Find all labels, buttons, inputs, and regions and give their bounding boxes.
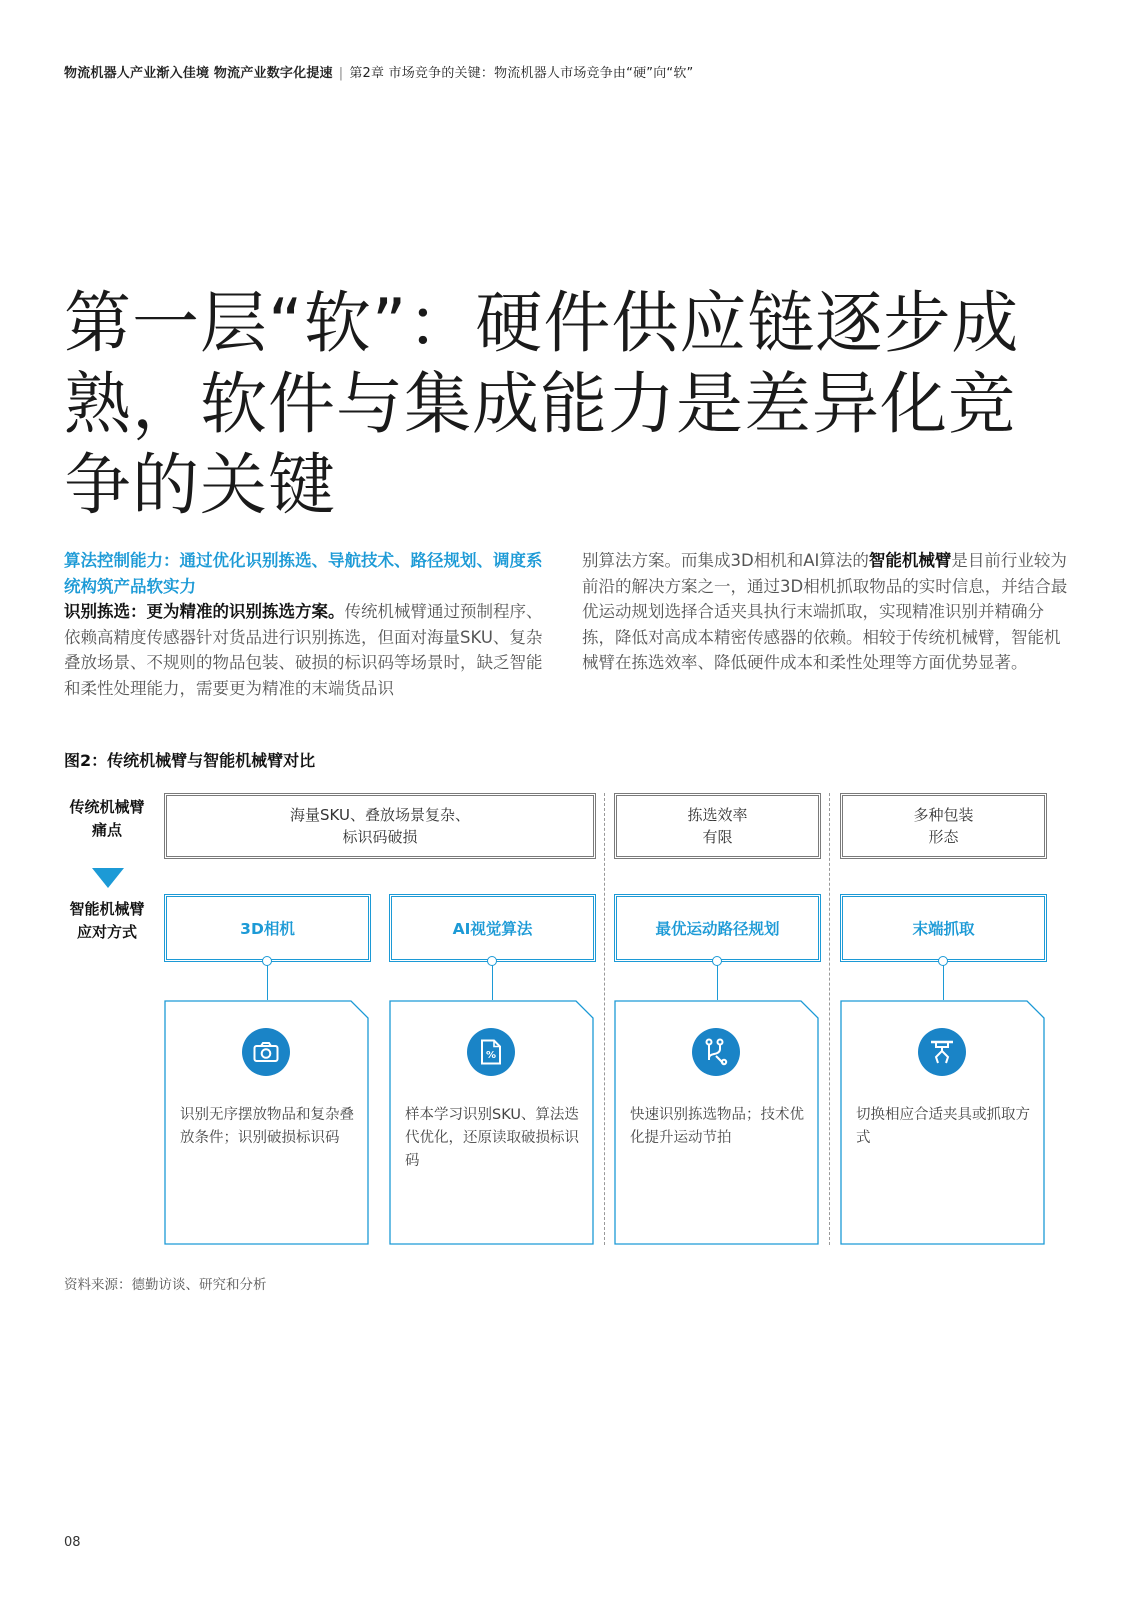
- figure-title: 图2：传统机械臂与智能机械臂对比: [64, 751, 316, 770]
- path-branch-icon: [692, 1028, 740, 1076]
- solution-description: 切换相应合适夹具或抓取方式: [856, 1107, 1030, 1146]
- solution-box: 末端抓取: [840, 894, 1047, 962]
- pain-point-text: 拣选效率 有限: [687, 806, 748, 846]
- camera-icon: [242, 1028, 290, 1076]
- body-column-right: [582, 548, 1072, 676]
- body-text-right-2: 是目前行业较为前沿的解决方案之一，通过3D相机抓取物品的实时信息，并结合最优运动规划选择合适夹具执行末端抓取，实现精准识别并精确分拣，降低对高成本精密传感器的依赖。相较于传统机械臂，智能机械臂在拣选效率、降低硬件成本和柔性处理等方面优势显著。: [582, 551, 1068, 672]
- svg-text:%: %: [485, 1050, 497, 1061]
- solution-description: 快速识别拣选物品；技术优化提升运动节拍: [630, 1107, 804, 1146]
- sub-heading: 识别拣选：更为精准的识别拣选方案。: [64, 602, 345, 621]
- page-title: 第一层“软”：硬件供应链逐步成熟，软件与集成能力是差异化竞争的关键: [64, 283, 1020, 524]
- body-column-left: [64, 548, 554, 701]
- solution-box: 3D相机: [164, 894, 371, 962]
- pain-point-box: [164, 793, 596, 859]
- arrow-down-icon: [92, 868, 124, 888]
- connector-dot: [712, 956, 722, 966]
- body-strong: 智能机械臂: [868, 551, 952, 570]
- figure-source: 资料来源：德勤访谈、研究和分析: [64, 1277, 267, 1293]
- solution-description: 识别无序摆放物品和复杂叠放条件；识别破损标识码: [180, 1107, 354, 1146]
- solution-box: AI视觉算法: [389, 894, 596, 962]
- running-header: [64, 62, 693, 81]
- chapter-title: 第2章 市场竞争的关键：物流机器人市场竞争由“硬”向“软”: [349, 66, 694, 81]
- column-divider: [604, 793, 605, 1245]
- body-text-left: 传统机械臂通过预制程序、依赖高精度传感器针对货品进行识别拣选，但面对海量SKU、复杂叠放场景、不规则的物品包装、破损的标识码等场景时，缺乏智能和柔性处理能力，需要更为精准的末端货品识: [64, 602, 543, 698]
- document-algorithm-icon: [467, 1028, 515, 1076]
- solution-card: [389, 1000, 594, 1245]
- header-separator: |: [338, 66, 344, 81]
- section-heading: 算法控制能力：通过优化识别拣选、导航技术、路径规划、调度系统构筑产品软实力: [64, 551, 543, 596]
- connector-line: [717, 962, 718, 1000]
- row-label-smart: 智能机械臂 应对方式: [69, 900, 145, 941]
- solution-card: [840, 1000, 1045, 1245]
- report-title: 物流机器人产业渐入佳境 物流产业数字化提速: [64, 66, 333, 81]
- column-divider: [829, 793, 830, 1245]
- pain-point-box: [840, 793, 1047, 859]
- solution-box: 最优运动路径规划: [614, 894, 821, 962]
- gripper-claw-icon: [918, 1028, 966, 1076]
- solution-card: [164, 1000, 369, 1245]
- page-number: 08: [64, 1535, 81, 1550]
- pain-point-text: 海量SKU、叠放场景复杂、 标识码破损: [290, 806, 470, 846]
- connector-dot: [262, 956, 272, 966]
- pain-point-text: 多种包装 形态: [913, 806, 974, 846]
- solution-description: 样本学习识别SKU、算法迭代优化，还原读取破损标识码: [405, 1107, 579, 1169]
- connector-line: [267, 962, 268, 1000]
- row-label-traditional: 传统机械臂 痛点: [69, 798, 145, 839]
- connector-line: [492, 962, 493, 1000]
- connector-line: [943, 962, 944, 1000]
- connector-dot: [487, 956, 497, 966]
- solution-card: [614, 1000, 819, 1245]
- body-text-right-1: 别算法方案。而集成3D相机和AI算法的: [582, 551, 869, 570]
- connector-dot: [938, 956, 948, 966]
- pain-point-box: [614, 793, 821, 859]
